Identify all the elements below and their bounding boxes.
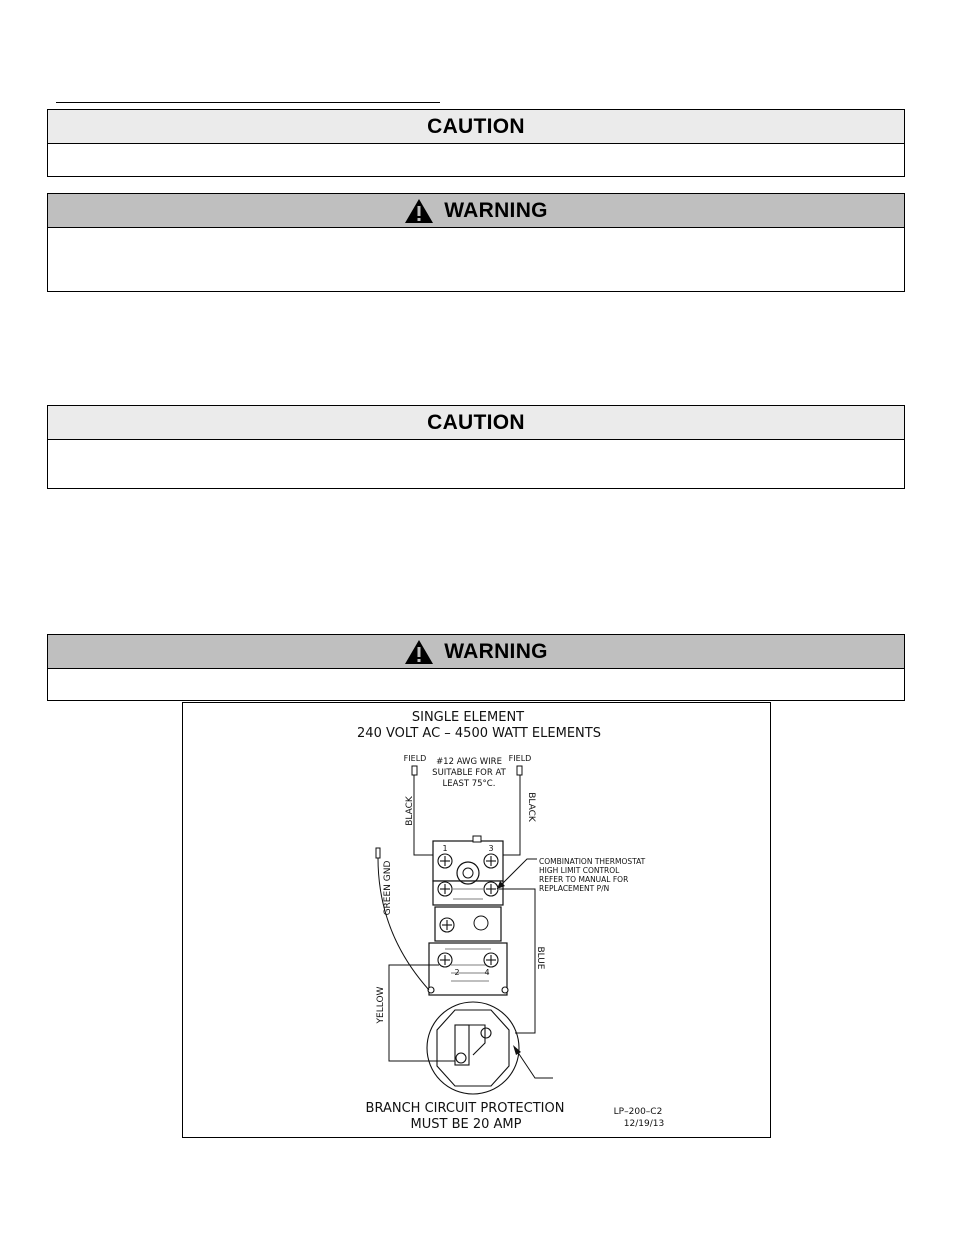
callout-line-2: HIGH LIMIT CONTROL: [539, 866, 620, 875]
diagram-title-1: SINGLE ELEMENT: [411, 710, 525, 725]
warning-triangle-icon: [404, 639, 434, 665]
warning-header: [48, 635, 904, 669]
terminal-label-3: 3: [488, 844, 494, 853]
wire-note-1: #12 AWG WIRE: [436, 757, 502, 767]
drawing-date: 12/19/13: [623, 1119, 665, 1129]
caution-title: CAUTION: [427, 114, 525, 138]
warning-box-2: [47, 634, 905, 701]
black-label-left: BLACK: [405, 796, 415, 826]
footer-line-2: MUST BE 20 AMP: [410, 1117, 522, 1132]
wiring-diagram: [182, 702, 771, 1138]
black-wire-right: [501, 775, 520, 855]
diagram-title-2: 240 VOLT AC – 4500 WATT ELEMENTS: [357, 726, 601, 741]
warning-title: WARNING: [444, 639, 548, 663]
callout-line-1: COMBINATION THERMOSTAT: [539, 857, 646, 866]
callout-line-3: REFER TO MANUAL FOR: [539, 875, 629, 884]
caution-header: [48, 406, 904, 440]
warning-triangle-icon: [404, 198, 434, 224]
black-label-right: BLACK: [526, 792, 536, 822]
footer-line-1: BRANCH CIRCUIT PROTECTION: [365, 1101, 565, 1116]
wire-note-3: LEAST 75°C.: [442, 779, 496, 789]
wiring-diagram-svg: [183, 703, 772, 1139]
section-rule: [56, 102, 440, 103]
terminal-label-1: 1: [442, 844, 448, 853]
warning-title: WARNING: [444, 198, 548, 222]
caution-header: [48, 110, 904, 144]
field-label-left: FIELD: [403, 754, 427, 763]
warning-box-1: [47, 193, 905, 292]
caution-title: CAUTION: [427, 410, 525, 434]
element-leader: [515, 1048, 553, 1078]
heating-element: [427, 1002, 519, 1094]
yellow-label: YELLOW: [376, 986, 386, 1024]
callout-line-4: REPLACEMENT P/N: [539, 884, 610, 893]
field-terminal-right: [517, 766, 522, 775]
terminal-label-4: 4: [484, 968, 490, 977]
blue-label: BLUE: [535, 946, 545, 970]
warning-header: [48, 194, 904, 228]
field-label-right: FIELD: [508, 754, 532, 763]
black-wire-left: [414, 775, 435, 855]
caution-box-2: [47, 405, 905, 489]
element-arrowhead: [513, 1045, 521, 1055]
drawing-code: LP–200–C2: [613, 1107, 663, 1117]
terminal-label-2: 2: [454, 968, 460, 977]
green-gnd-label: GREEN GND: [383, 860, 393, 916]
field-terminal-left: [412, 766, 417, 775]
ground-terminal: [376, 848, 380, 858]
caution-box-1: [47, 109, 905, 177]
wire-note-2: SUITABLE FOR AT: [432, 768, 506, 778]
